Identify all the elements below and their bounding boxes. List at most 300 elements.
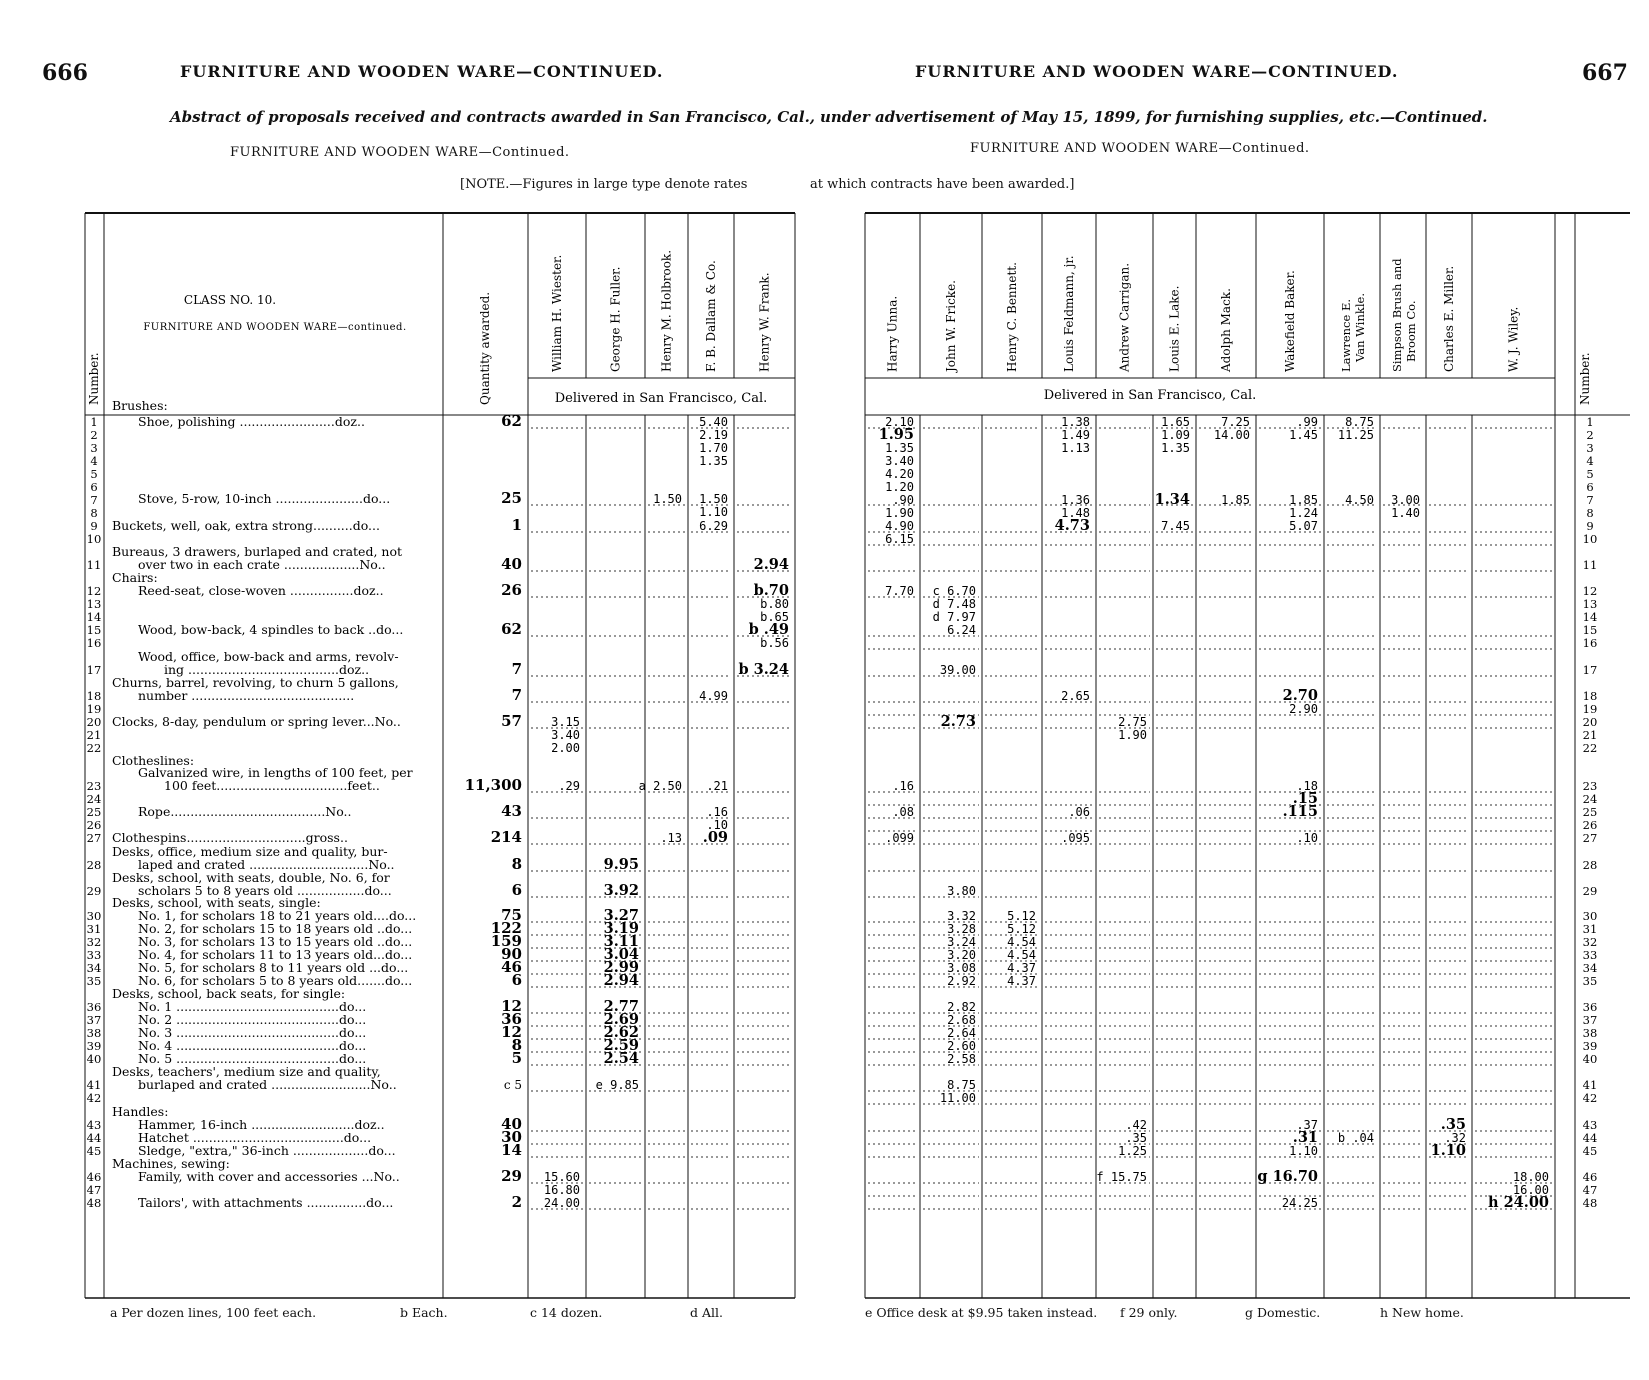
row-number: 11 [1582, 558, 1598, 572]
row-number: 3 [90, 441, 98, 455]
item-description: burlaped and crated .........................No.. [138, 1077, 397, 1092]
bidder-name: Adolph Mack. [1219, 288, 1233, 372]
bid-value: 24.25 [1281, 1196, 1318, 1210]
row-number: 16 [1582, 636, 1598, 650]
row-number: 24 [1582, 792, 1598, 806]
row-number: 16 [86, 636, 102, 650]
bid-value: 1.09 [1161, 428, 1190, 442]
section-subhead: FURNITURE AND WOODEN WARE—Continued. [970, 141, 1310, 156]
bid-value: 1.25 [1118, 1144, 1147, 1158]
abstract-title: under advertisement of May 15, 1899, for furnishing supplies, etc.—Continued. [820, 108, 1488, 126]
row-number: 7 [90, 493, 98, 507]
row-number: 42 [86, 1091, 102, 1105]
bid-value: .115 [1282, 803, 1318, 820]
bid-value: 6.29 [699, 519, 728, 533]
row-number: 34 [86, 961, 102, 975]
item-description: No. 5 .........................................do... [138, 1051, 367, 1066]
quantity-awarded: 40 [501, 555, 522, 573]
bid-value: 1.34 [1154, 491, 1190, 508]
note: at which contracts have been awarded.] [810, 177, 1075, 192]
bid-value: 8.75 [947, 1078, 976, 1092]
item-description: ing ......................................doz.. [164, 662, 370, 677]
row-number: 20 [86, 715, 102, 729]
item-description: Galvanized wire, in lengths of 100 feet, per [138, 765, 413, 780]
bid-value: 7.70 [885, 584, 914, 598]
bid-value: 2.77 [603, 998, 639, 1015]
row-number: 48 [1582, 1196, 1598, 1210]
bid-value: b .04 [1337, 1131, 1374, 1145]
bid-value: 14.00 [1213, 428, 1250, 442]
item-description: No. 2, for scholars 15 to 18 years old ..do... [138, 921, 413, 936]
item-description: No. 5, for scholars 8 to 11 years old ...do... [138, 960, 409, 975]
row-number: 47 [86, 1183, 102, 1197]
bid-value: 1.48 [1061, 506, 1090, 520]
row-number: 5 [1586, 467, 1594, 481]
footnote-c: c 14 dozen. [530, 1305, 603, 1320]
row-number: 23 [86, 779, 102, 793]
bid-value: 1.90 [885, 506, 914, 520]
bid-value: .16 [706, 805, 728, 819]
row-number: 23 [1582, 779, 1598, 793]
bid-value: .095 [1061, 831, 1090, 845]
delivered-label: Delivered in San Francisco, Cal. [1043, 388, 1257, 403]
item-description: Stove, 5-row, 10-inch ......................do... [138, 491, 391, 506]
bid-value: a 2.50 [638, 779, 682, 793]
item-description: Clothespins..............................gross.. [112, 830, 348, 845]
footnote-g: g Domestic. [1245, 1305, 1321, 1320]
bid-value: 2.75 [1118, 715, 1147, 729]
abstract-title: Abstract of proposals received and contracts awarded in San Francisco, Cal., [170, 108, 816, 126]
column-header-number: Number. [1578, 352, 1592, 405]
row-number: 21 [1582, 728, 1598, 742]
row-number: 15 [1582, 623, 1598, 637]
bid-value: 2.94 [603, 972, 639, 989]
row-number: 38 [1582, 1026, 1598, 1040]
item-description: No. 3 .........................................do... [138, 1025, 367, 1040]
row-number: 25 [1582, 805, 1598, 819]
item-description: Desks, school, with seats, double, No. 6, for [112, 870, 390, 885]
item-description: Chairs: [112, 570, 158, 585]
bidder-name: Van Winkle. [1353, 293, 1367, 362]
row-number: 22 [86, 741, 102, 755]
row-number: 40 [1582, 1052, 1598, 1066]
bid-value: 2.73 [940, 713, 976, 730]
bid-value: 3.00 [1391, 493, 1420, 507]
bid-value: .35 [1440, 1116, 1466, 1133]
row-number: 17 [1582, 663, 1598, 677]
row-number: 46 [86, 1170, 102, 1184]
bid-value: 2.64 [947, 1026, 976, 1040]
bid-value: 1.20 [885, 480, 914, 494]
bid-value: 4.90 [885, 519, 914, 533]
footnote-f: f 29 only. [1120, 1305, 1178, 1320]
row-number: 1 [1586, 415, 1594, 429]
quantity-awarded: 75 [501, 906, 522, 924]
row-number: 35 [86, 974, 102, 988]
bid-value: .21 [706, 779, 728, 793]
row-number: 30 [86, 909, 102, 923]
item-description: Shoe, polishing ........................doz.. [138, 414, 365, 429]
item-description: No. 4 .........................................do... [138, 1038, 367, 1053]
bidder-name: John W. Fricke. [944, 280, 958, 372]
bid-value: 3.11 [603, 933, 639, 950]
row-number: 42 [1582, 1091, 1598, 1105]
bidder-name: Simpson Brush and [1390, 258, 1404, 372]
item-description: Rope.......................................No.. [138, 804, 352, 819]
item-description: Reed-seat, close-woven ................doz.. [138, 583, 384, 598]
bid-value: 2.99 [603, 959, 639, 976]
row-number: 1 [90, 415, 98, 429]
bid-value: .29 [558, 779, 580, 793]
row-number: 36 [1582, 1000, 1598, 1014]
quantity-awarded: 40 [501, 1115, 522, 1133]
bid-value: 3.04 [603, 946, 639, 963]
bid-value: 15.60 [543, 1170, 580, 1184]
bid-value: .09 [702, 829, 728, 846]
bid-value: 1.13 [1061, 441, 1090, 455]
quantity-awarded: 14 [501, 1141, 522, 1159]
bid-value: .99 [1296, 415, 1318, 429]
bid-value: 1.85 [1221, 493, 1250, 507]
row-number: 27 [1582, 831, 1598, 845]
bidder-name: W. J. Wiley. [1506, 306, 1521, 372]
row-number: 14 [86, 610, 102, 624]
bid-value: 3.19 [603, 920, 639, 937]
bid-value: 2.54 [603, 1050, 639, 1067]
footnote-b: b Each. [400, 1305, 448, 1320]
bid-value: .10 [706, 818, 728, 832]
row-number: 31 [1582, 922, 1598, 936]
footnote-a: a Per dozen lines, 100 feet each. [110, 1305, 317, 1320]
item-description: laped and crated ..............................No.. [138, 857, 395, 872]
item-description: No. 6, for scholars 5 to 8 years old.......do... [138, 973, 413, 988]
row-number: 12 [86, 584, 102, 598]
row-number: 28 [86, 858, 102, 872]
row-number: 37 [1582, 1013, 1598, 1027]
bidder-name: Broom Co. [1404, 300, 1418, 362]
class-subtitle: FURNITURE AND WOODEN WARE—continued. [143, 322, 407, 333]
quantity-awarded: 1 [511, 516, 522, 534]
bid-value: b .49 [748, 621, 789, 638]
bid-value: 6.24 [947, 623, 976, 637]
item-description: Desks, school, back seats, for single: [112, 986, 346, 1001]
row-number: 33 [86, 948, 102, 962]
item-description: Family, with cover and accessories ...No.. [138, 1169, 400, 1184]
quantity-awarded: 43 [501, 802, 522, 820]
row-number: 22 [1582, 741, 1598, 755]
bid-value: 1.50 [699, 492, 728, 506]
column-header-number: Number. [87, 352, 101, 405]
quantity-awarded: 36 [501, 1010, 522, 1028]
bid-value: b.80 [760, 597, 789, 611]
quantity-awarded: 122 [490, 919, 522, 937]
bidder-name: Lawrence E. [1339, 299, 1353, 372]
bid-value: 3.40 [885, 454, 914, 468]
bid-value: .16 [892, 779, 914, 793]
quantity-awarded: 6 [511, 971, 522, 989]
bid-value: .31 [1292, 1129, 1318, 1146]
quantity-awarded: 8 [511, 855, 522, 873]
bidder-name: Henry W. Frank. [757, 272, 772, 372]
bid-value: 3.40 [551, 728, 580, 742]
quantity-awarded: 159 [490, 932, 522, 950]
bid-value: 1.40 [1391, 506, 1420, 520]
row-number: 39 [1582, 1039, 1598, 1053]
row-number: 2 [90, 428, 98, 442]
quantity-awarded: 11,300 [464, 776, 522, 794]
item-description: over two in each crate ...................No.. [138, 557, 386, 572]
quantity-awarded: 26 [501, 581, 522, 599]
quantity-awarded: 2 [511, 1193, 522, 1211]
bidder-name: Harry Unna. [885, 295, 900, 372]
bid-value: .099 [885, 831, 914, 845]
bid-value: 2.60 [947, 1039, 976, 1053]
row-number: 44 [86, 1131, 102, 1145]
bid-value: 1.70 [699, 441, 728, 455]
row-number: 4 [90, 454, 98, 468]
bid-value: 7.25 [1221, 415, 1250, 429]
bid-value: 5.40 [699, 415, 728, 429]
row-number: 43 [1582, 1118, 1598, 1132]
item-description: Churns, barrel, revolving, to churn 5 gallons, [112, 675, 399, 690]
bid-value: 1.50 [653, 492, 682, 506]
row-number: 9 [90, 519, 98, 533]
row-number: 36 [86, 1000, 102, 1014]
item-description: Clocks, 8-day, pendulum or spring lever...No.. [112, 714, 401, 729]
row-number: 31 [86, 922, 102, 936]
row-number: 32 [1582, 935, 1598, 949]
bid-value: .90 [892, 493, 914, 507]
quantity-awarded: 5 [511, 1049, 522, 1067]
bid-value: 2.19 [699, 428, 728, 442]
bid-value: 2.82 [947, 1000, 976, 1014]
bid-value: 39.00 [939, 663, 976, 677]
item-description: No. 4, for scholars 11 to 13 years old...do... [138, 947, 413, 962]
footnote-h: h New home. [1380, 1305, 1464, 1320]
row-number: 26 [1582, 818, 1598, 832]
quantity-awarded: 12 [501, 1023, 522, 1041]
item-description: No. 3, for scholars 13 to 15 years old ..do... [138, 934, 413, 949]
row-number: 4 [1586, 454, 1594, 468]
bid-value: f 15.75 [1096, 1170, 1147, 1184]
bid-value: 4.54 [1007, 948, 1036, 962]
bid-value: .10 [1296, 831, 1318, 845]
bid-value: .15 [1292, 790, 1318, 807]
bidder-name: Andrew Carrigan. [1117, 262, 1132, 372]
quantity-awarded: 12 [501, 997, 522, 1015]
bidder-name: Henry M. Holbrook. [659, 249, 674, 372]
bid-value: 2.94 [753, 556, 789, 573]
bid-value: 5.12 [1007, 922, 1036, 936]
row-number: 13 [1582, 597, 1598, 611]
delivered-label: Delivered in San Francisco, Cal. [554, 391, 768, 406]
bid-value: 1.35 [885, 441, 914, 455]
bid-value: 1.24 [1289, 506, 1318, 520]
bid-value: 2.92 [947, 974, 976, 988]
row-number: 5 [90, 467, 98, 481]
item-description: Bureaus, 3 drawers, burlaped and crated, not [112, 544, 402, 559]
bid-value: h 24.00 [1488, 1194, 1549, 1211]
row-number: 39 [86, 1039, 102, 1053]
row-number: 26 [86, 818, 102, 832]
page-number: 666 [42, 60, 88, 86]
row-number: 3 [1586, 441, 1594, 455]
item-description: Desks, office, medium size and quality, bur- [112, 844, 388, 859]
bid-value: 4.37 [1007, 961, 1036, 975]
bid-value: g 16.70 [1257, 1168, 1318, 1185]
note: [NOTE.—Figures in large type denote rates [460, 177, 748, 192]
row-number: 48 [86, 1196, 102, 1210]
bidder-name: Henry C. Bennett. [1005, 262, 1019, 372]
bid-value: 5.07 [1289, 519, 1318, 533]
bid-value: 2.10 [885, 415, 914, 429]
bid-value: 4.73 [1054, 517, 1090, 534]
quantity-awarded: 25 [501, 489, 522, 507]
item-description: Wood, office, bow-back and arms, revolv- [138, 649, 399, 664]
item-description: Handles: [112, 1104, 169, 1119]
bidder-name: Wakefield Baker. [1283, 270, 1297, 372]
left-table [0, 0, 820, 1380]
bid-value: 11.00 [939, 1091, 976, 1105]
item-description: number ......................................... [138, 688, 355, 703]
item-description: 100 feet.................................feet.. [164, 778, 380, 793]
bidder-name: F. B. Dallam & Co. [704, 260, 718, 372]
row-number: 17 [86, 663, 102, 677]
row-number: 19 [1582, 702, 1598, 716]
bid-value: .13 [660, 831, 682, 845]
bid-value: 1.35 [1161, 441, 1190, 455]
row-number: 12 [1582, 584, 1598, 598]
bid-value: 3.80 [947, 884, 976, 898]
row-number: 27 [86, 831, 102, 845]
bid-value: b.70 [753, 582, 789, 599]
item-description: Tailors', with attachments ...............do... [138, 1195, 394, 1210]
bid-value: 1.49 [1061, 428, 1090, 442]
item-description: Hatchet ......................................do... [138, 1130, 372, 1145]
bid-value: 2.62 [603, 1024, 639, 1041]
bid-value: .35 [1125, 1131, 1147, 1145]
row-number: 35 [1582, 974, 1598, 988]
quantity-awarded: 90 [501, 945, 522, 963]
item-description: Buckets, well, oak, extra strong..........do... [112, 518, 380, 533]
row-number: 45 [1582, 1144, 1598, 1158]
row-number: 43 [86, 1118, 102, 1132]
row-number: 29 [1582, 884, 1598, 898]
bid-value: 7.45 [1161, 519, 1190, 533]
running-head: FURNITURE AND WOODEN WARE—CONTINUED. [180, 62, 664, 81]
row-number: 13 [86, 597, 102, 611]
bidder-name: Charles E. Miller. [1442, 265, 1456, 372]
bid-value: 3.20 [947, 948, 976, 962]
row-number: 30 [1582, 909, 1598, 923]
bid-value: 1.85 [1289, 493, 1318, 507]
bid-value: b.65 [760, 610, 789, 624]
bid-value: 2.70 [1282, 687, 1318, 704]
quantity-awarded: c 5 [503, 1078, 522, 1092]
bid-value: .32 [1444, 1131, 1466, 1145]
bid-value: 16.80 [543, 1183, 580, 1197]
row-number: 8 [90, 506, 98, 520]
bidder-name: William H. Wiester. [550, 254, 564, 372]
quantity-awarded: 57 [501, 712, 522, 730]
item-description: Desks, school, with seats, single: [112, 895, 321, 910]
bid-value: 3.24 [947, 935, 976, 949]
footnote-e: e Office desk at $9.95 taken instead. [865, 1305, 1098, 1320]
bid-value: 2.00 [551, 741, 580, 755]
bid-value: 3.28 [947, 922, 976, 936]
bid-value: 3.08 [947, 961, 976, 975]
bid-value: 1.38 [1061, 415, 1090, 429]
bid-value: .08 [892, 805, 914, 819]
quantity-awarded: 46 [501, 958, 522, 976]
bid-value: .37 [1296, 1118, 1318, 1132]
bid-value: 2.65 [1061, 689, 1090, 703]
right-table [820, 0, 1649, 1380]
bid-value: d 7.97 [932, 610, 976, 624]
bid-value: 1.65 [1161, 415, 1190, 429]
bid-value: 11.25 [1337, 428, 1374, 442]
row-number: 24 [86, 792, 102, 806]
item-description: Clotheslines: [112, 753, 195, 768]
quantity-awarded: 62 [501, 620, 522, 638]
bid-value: 4.50 [1345, 493, 1374, 507]
item-description: No. 2 .........................................do... [138, 1012, 367, 1027]
bidder-name: George H. Fuller. [608, 266, 623, 372]
item-description: scholars 5 to 8 years old .................do... [138, 883, 392, 898]
class-title: CLASS NO. 10. [183, 293, 277, 307]
bid-value: 2.59 [603, 1037, 639, 1054]
row-number: 28 [1582, 858, 1598, 872]
bid-value: 8.75 [1345, 415, 1374, 429]
bid-value: 1.95 [878, 426, 914, 443]
row-number: 37 [86, 1013, 102, 1027]
bid-value: 5.12 [1007, 909, 1036, 923]
bid-value: .18 [1296, 779, 1318, 793]
item-description: Hammer, 16-inch ..........................doz.. [138, 1117, 385, 1132]
row-number: 7 [1586, 493, 1594, 507]
item-description: Wood, bow-back, 4 spindles to back ..do... [138, 622, 404, 637]
row-number: 47 [1582, 1183, 1598, 1197]
row-number: 15 [86, 623, 102, 637]
quantity-awarded: 214 [490, 828, 522, 846]
row-number: 20 [1582, 715, 1598, 729]
page-number: 667 [1582, 60, 1628, 86]
bid-value: 3.15 [551, 715, 580, 729]
bid-value: 1.10 [1289, 1144, 1318, 1158]
row-number: 2 [1586, 428, 1594, 442]
bid-value: 4.20 [885, 467, 914, 481]
bid-value: 4.99 [699, 689, 728, 703]
bid-value: 16.00 [1512, 1183, 1549, 1197]
bid-value: 4.54 [1007, 935, 1036, 949]
row-number: 32 [86, 935, 102, 949]
bid-value: 6.15 [885, 532, 914, 546]
row-number: 14 [1582, 610, 1598, 624]
item-description: Brushes: [112, 398, 168, 413]
row-number: 25 [86, 805, 102, 819]
row-number: 41 [86, 1078, 102, 1092]
row-number: 19 [86, 702, 102, 716]
quantity-awarded: 7 [511, 660, 522, 678]
item-description: Sledge, "extra," 36-inch ...................do... [138, 1143, 396, 1158]
bid-value: 1.36 [1061, 493, 1090, 507]
row-number: 44 [1582, 1131, 1598, 1145]
bid-value: 3.92 [603, 882, 639, 899]
row-number: 6 [1586, 480, 1594, 494]
bid-value: 3.32 [947, 909, 976, 923]
right-page [810, 0, 1649, 1380]
quantity-awarded: 7 [511, 686, 522, 704]
